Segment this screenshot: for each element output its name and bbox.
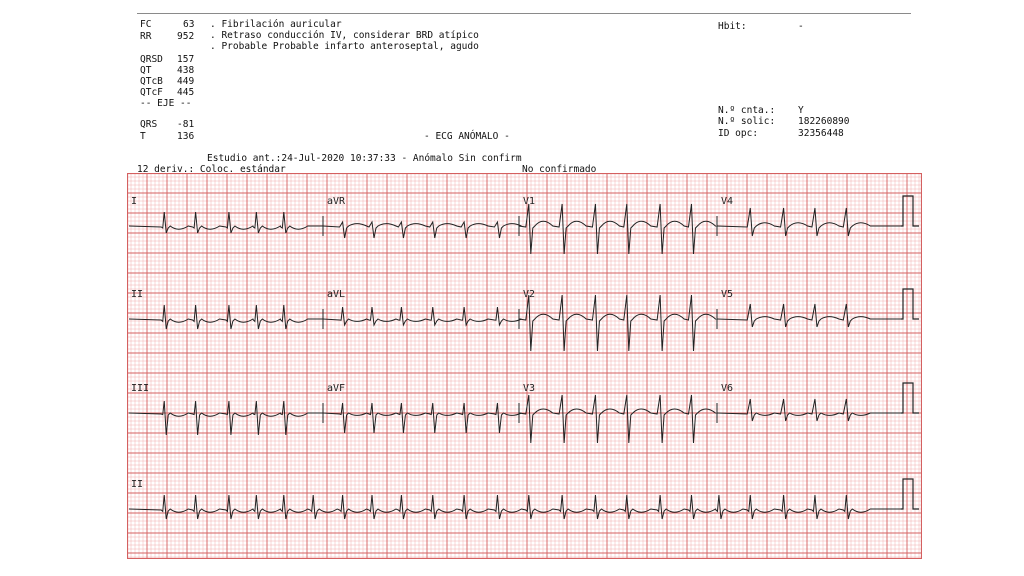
op-id-value: 32356448 [798,128,844,139]
op-id-label: ID opc: [718,128,759,139]
ecg-tracing [127,173,922,559]
lead-trace [717,399,901,421]
lead-label: V3 [523,383,536,394]
measure-label: QRS [140,119,158,130]
lead-label: V1 [523,196,536,207]
lead-label: II [131,289,144,300]
grid-minor [127,173,922,559]
lead-label: I [131,196,138,207]
calibration-pulse [901,196,919,226]
lead-trace [323,222,521,238]
interpretation-line: . Fibrilación auricular [210,19,342,30]
lead-labels [131,196,733,490]
lead-trace [717,208,901,236]
lead-trace [129,212,323,233]
measure-label: QTcF [140,87,163,98]
hbit-value: - [798,21,804,32]
measure-value: 136 [177,131,195,142]
prior-study: Estudio ant.:24-Jul-2020 10:37:33 - Anómalo Sin confirm [207,153,522,164]
lead-trace [717,304,901,327]
lead-label: V6 [721,383,734,394]
measure-value: 157 [177,54,195,65]
measure-label: QT [140,65,152,76]
interpretation-line: . Retraso conducción IV, considerar BRD atípico [210,30,479,41]
lead-label: II [131,479,144,490]
measure-value: 438 [177,65,195,76]
lead-trace [129,401,323,435]
calibration-pulse [901,383,919,413]
lead-label: V5 [721,289,734,300]
lead-label: aVL [327,289,346,300]
classification-banner: - ECG ANÓMALO - [424,131,510,142]
measure-label: QTcB [140,76,163,87]
lead-trace [323,307,521,325]
request-label: N.º solic: [718,116,776,127]
measure-value: 449 [177,76,195,87]
measure-label: T [140,131,146,142]
grid-minor-lines [127,173,922,559]
hbit-label: Hbit: [718,21,747,32]
measure-label: FC [140,19,152,30]
confirmation-status: No confirmado [522,164,597,175]
measure-value: 952 [177,31,195,42]
lead-configuration: 12 deriv.: Coloc. estándar [137,164,286,175]
axis-heading: -- EJE -- [140,98,192,109]
measure-value: 63 [183,19,195,30]
measure-value: -81 [177,119,195,130]
account-value: Y [798,105,804,116]
calibration-pulse [901,479,919,509]
header-rule [137,13,911,14]
lead-label: aVR [327,196,346,207]
lead-trace [323,403,521,433]
calibration-pulse [901,289,919,319]
lead-label: V2 [523,289,536,300]
measure-value: 445 [177,87,195,98]
account-label: N.º cnta.: [718,105,776,116]
ecg-traces [129,196,919,519]
interpretation-line: . Probable Probable infarto anteroseptal, agudo [210,41,479,52]
lead-label: aVF [327,383,346,394]
measure-label: RR [140,31,152,42]
lead-trace [519,295,715,351]
lead-label: V4 [721,196,734,207]
measure-label: QRSD [140,54,163,65]
request-value: 182260890 [798,116,850,127]
lead-trace [519,395,715,443]
lead-label: III [131,383,150,394]
